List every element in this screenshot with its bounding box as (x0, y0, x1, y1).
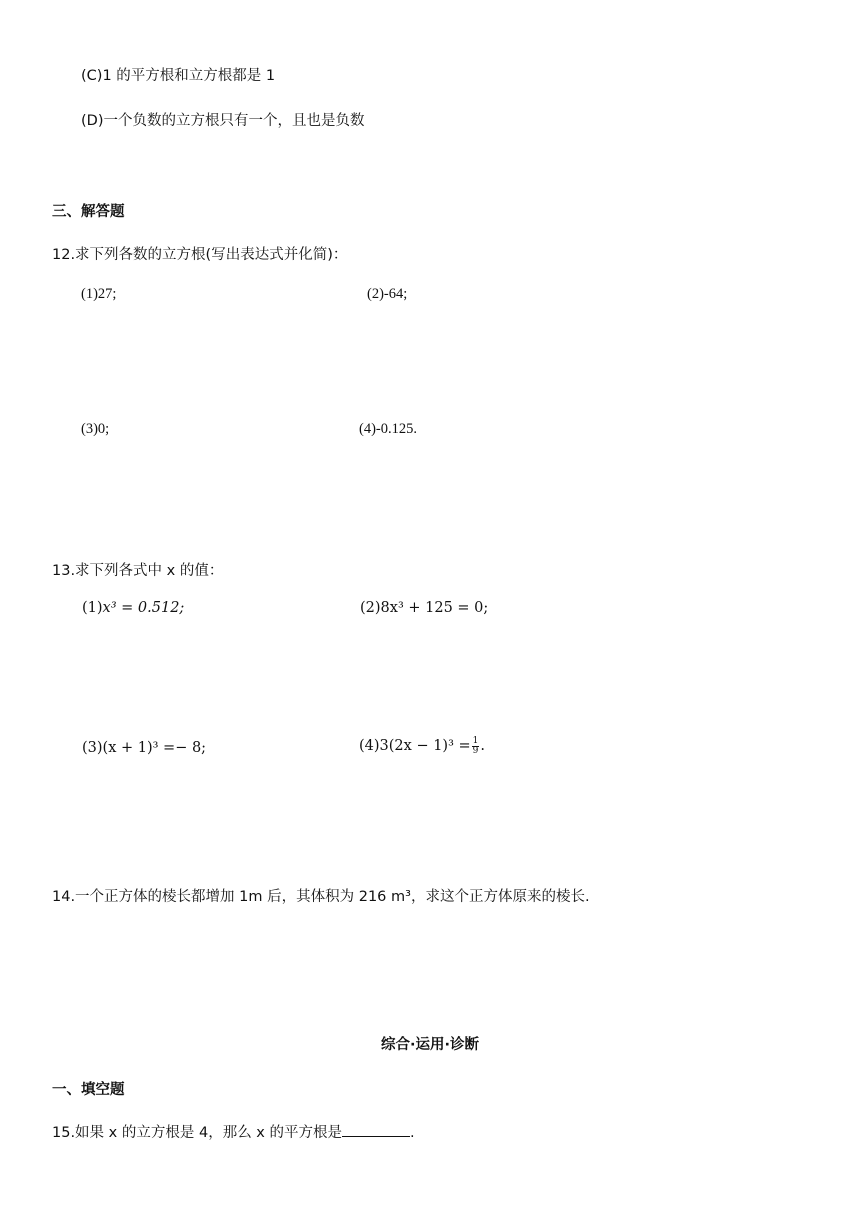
option-c: (C)1 的平方根和立方根都是 1 (81, 68, 276, 84)
question-15 (52, 1123, 415, 1143)
section-heading-fill-blank: 一、填空题 (52, 1082, 125, 1098)
question-12-part-2: (2)-64; (367, 286, 408, 302)
comprehensive-section-title: 综合·运用·诊断 (380, 1037, 480, 1053)
question-13-part-1-label: (1) (82, 600, 103, 616)
question-15-text: 15.如果 x 的立方根是 4，那么 x 的平方根是 (52, 1125, 342, 1141)
question-13-part-4-label: (4) (359, 738, 380, 754)
question-13-part-1 (82, 598, 184, 618)
question-13-prompt: 13.求下列各式中 x 的值： (52, 563, 224, 579)
question-15-end: . (410, 1125, 415, 1141)
fraction-one-ninth (472, 737, 480, 756)
question-14-prompt: 14.一个正方体的棱长都增加 1m 后，其体积为 216 m³，求这个正方体原来的棱长. (52, 889, 590, 905)
fraction-denominator: 9 (472, 745, 479, 756)
question-13-part-2-label: (2) (360, 600, 381, 616)
question-12-prompt: 12.求下列各数的立方根(写出表达式并化简)： (52, 247, 348, 263)
question-12-part-1: (1)27; (81, 286, 117, 302)
question-13-part-3-equation: (x + 1)³ =− 8; (102, 740, 207, 756)
answer-blank[interactable] (342, 1123, 410, 1137)
question-13-part-4-equation: 3(2x − 1)³ = (379, 738, 471, 754)
question-13-part-3-label: (3) (82, 740, 103, 756)
question-12-part-4: (4)-0.125. (359, 421, 417, 437)
question-13-part-1-equation: x³ = 0.512; (102, 600, 185, 616)
fraction-numerator: 1 (472, 735, 479, 746)
question-12-part-3: (3)0; (81, 421, 110, 437)
question-13-part-2-equation: 8x³ + 125 = 0; (380, 600, 489, 616)
question-13-part-3 (82, 738, 206, 758)
question-13-part-4-end: . (480, 738, 485, 754)
question-13-part-4 (359, 736, 485, 756)
question-13-part-2 (360, 598, 488, 618)
option-d: (D)一个负数的立方根只有一个，且也是负数 (81, 113, 365, 129)
section-heading-solve: 三、解答题 (52, 204, 125, 220)
